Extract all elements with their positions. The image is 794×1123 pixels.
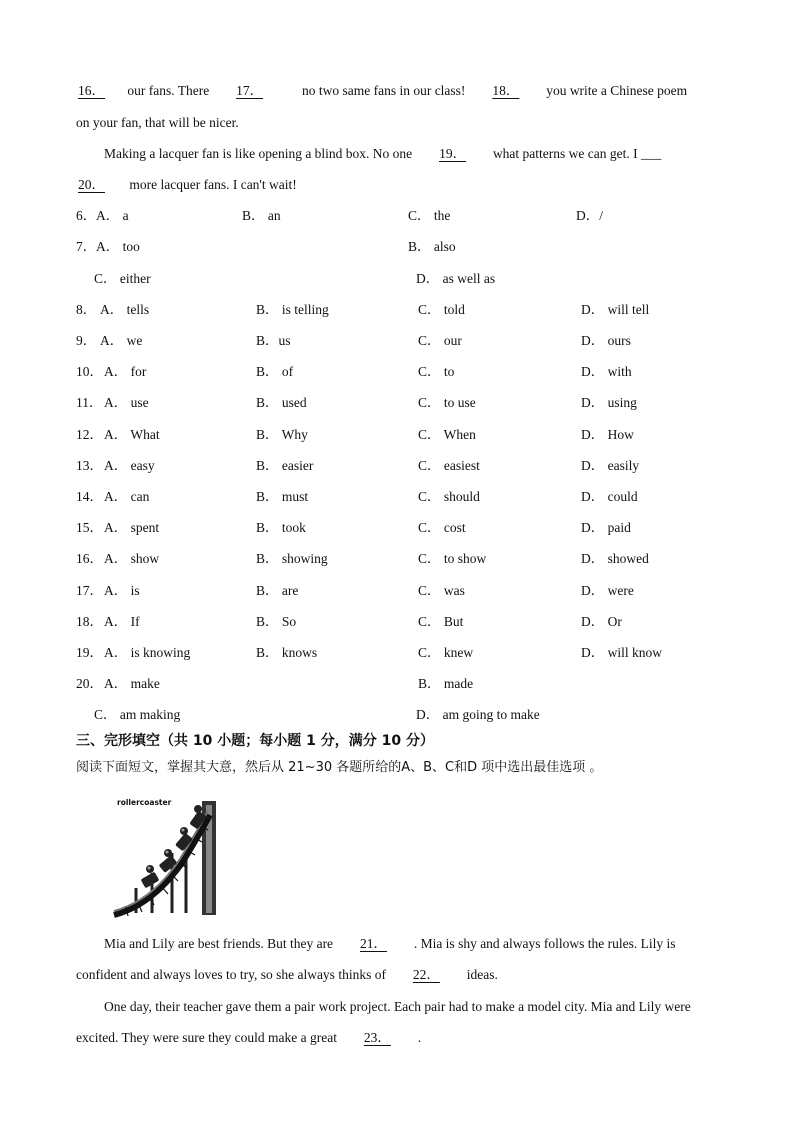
passage-text: confident and always loves to try, so she always thinks of [76, 967, 390, 982]
rollercoaster-image [112, 793, 226, 919]
option-b[interactable]: B．us [256, 333, 291, 348]
passage-line [104, 935, 676, 953]
option-d[interactable]: D．/ [576, 208, 603, 223]
question-6 [76, 207, 756, 225]
option-c[interactable]: C． to show [418, 551, 487, 566]
question-number: 9． [76, 333, 97, 348]
question-18 [76, 613, 756, 631]
question-number: 14． [76, 489, 103, 504]
passage-text: Making a lacquer fan is like opening a blind box. No one [104, 146, 416, 161]
passage-text: . [414, 1030, 422, 1045]
option-d[interactable]: D． paid [581, 520, 631, 535]
option-d[interactable]: D． am going to make [416, 707, 540, 722]
passage-text: ideas. [463, 967, 498, 982]
option-d[interactable]: D． using [581, 395, 637, 410]
blank-21[interactable]: 21． [359, 936, 387, 951]
option-a[interactable]: A． show [104, 551, 160, 566]
option-d[interactable]: D． easily [581, 458, 640, 473]
passage-text: you write a Chinese poem [542, 83, 688, 98]
passage-line [76, 1029, 421, 1047]
option-c[interactable]: C． to use [418, 395, 476, 410]
option-b[interactable]: B． easier [256, 458, 314, 473]
question-19 [76, 644, 756, 662]
option-a[interactable]: A． tells [100, 302, 150, 317]
question-number: 6． [76, 208, 97, 223]
option-b[interactable]: B． of [256, 364, 294, 379]
blank-22[interactable]: 22． [412, 967, 440, 982]
question-number: 19． [76, 645, 103, 660]
option-c[interactable]: C． our [418, 333, 462, 348]
passage-text: no two same fans in our class! [298, 83, 469, 98]
option-d[interactable]: D． will know [581, 645, 662, 660]
option-c[interactable]: C． should [418, 489, 480, 504]
option-d[interactable]: D． could [581, 489, 638, 504]
passage-line [76, 176, 297, 194]
option-d[interactable]: D． as well as [416, 271, 496, 286]
option-b[interactable]: B． are [256, 583, 299, 598]
question-7-cont [94, 270, 774, 288]
question-9 [76, 332, 756, 350]
question-number: 7． [76, 239, 97, 254]
question-number: 10． [76, 364, 103, 379]
blank-23[interactable]: 23． [363, 1030, 391, 1045]
option-c[interactable]: C． easiest [418, 458, 480, 473]
option-a[interactable]: A． spent [104, 520, 160, 535]
option-c[interactable]: C． either [94, 271, 151, 286]
question-14 [76, 488, 756, 506]
option-c[interactable]: C． But [418, 614, 464, 629]
passage-text: our fans. There [124, 83, 213, 98]
question-16 [76, 550, 756, 568]
question-number: 17． [76, 583, 103, 598]
option-a[interactable]: A． a [96, 208, 129, 223]
option-d[interactable]: D． with [581, 364, 632, 379]
option-a[interactable]: A． What [104, 427, 160, 442]
blank-19[interactable]: 19． [439, 146, 467, 161]
passage-text: excited. They were sure they could make a great [76, 1030, 341, 1045]
option-c[interactable]: C． told [418, 302, 465, 317]
option-b[interactable]: B． Why [256, 427, 308, 442]
question-17 [76, 582, 756, 600]
question-number: 18． [76, 614, 103, 629]
blank-17[interactable]: 17． [236, 83, 264, 98]
option-a[interactable]: A． we [100, 333, 143, 348]
option-a[interactable]: A． too [96, 239, 140, 254]
blank-16[interactable]: 16． [78, 83, 105, 98]
option-a[interactable]: A． is knowing [104, 645, 191, 660]
option-a[interactable]: A． is [104, 583, 140, 598]
passage-line: One day, their teacher gave them a pair work project. Each pair had to make a model city. Mia and Lily were [104, 999, 691, 1014]
question-number: 12． [76, 427, 103, 442]
option-b[interactable]: B． So [256, 614, 297, 629]
option-b[interactable]: B． took [256, 520, 306, 535]
passage-line: on your fan, that will be nicer. [76, 115, 239, 130]
question-number: 8． [76, 302, 97, 317]
option-a[interactable]: A． If [104, 614, 140, 629]
passage-text: Mia and Lily are best friends. But they are [104, 936, 337, 951]
section-heading: 三、完形填空（共 10 小题；每小题 1 分，满分 10 分） [76, 733, 434, 749]
option-a[interactable]: A． use [104, 395, 149, 410]
option-c[interactable]: C． was [418, 583, 465, 598]
option-c[interactable]: C． the [408, 208, 451, 223]
option-b[interactable]: B． an [242, 208, 281, 223]
option-b[interactable]: B． showing [256, 551, 328, 566]
option-a[interactable]: A． make [104, 676, 160, 691]
option-a[interactable]: A． for [104, 364, 147, 379]
question-12 [76, 426, 756, 444]
option-b[interactable]: B． used [256, 395, 307, 410]
section-instruction: 阅读下面短文，掌握其大意，然后从 21~30 各题所给的A、B、C和D 项中选出最佳选项 。 [76, 760, 603, 775]
option-d[interactable]: D． ours [581, 333, 631, 348]
option-c[interactable]: C． cost [418, 520, 466, 535]
question-11 [76, 394, 756, 412]
option-c[interactable]: C． knew [418, 645, 474, 660]
blank-20-start: ___ [641, 146, 662, 161]
passage-text: . Mia is shy and always follows the rules. Lily is [410, 936, 676, 951]
question-15 [76, 519, 756, 537]
passage-text: more lacquer fans. I can't wait! [126, 177, 297, 192]
option-c[interactable]: C． to [418, 364, 455, 379]
question-10 [76, 363, 756, 381]
option-d[interactable]: D． will tell [581, 302, 650, 317]
option-a[interactable]: A． can [104, 489, 150, 504]
option-b[interactable]: B． must [256, 489, 309, 504]
passage-text: what patterns we can get. I [489, 146, 642, 161]
passage-line [76, 966, 498, 984]
passage-line [76, 82, 687, 100]
question-20-cont [94, 706, 774, 724]
question-number: 15． [76, 520, 103, 535]
passage-line [104, 145, 661, 163]
option-d[interactable]: D． were [581, 583, 634, 598]
question-number: 13． [76, 458, 103, 473]
figure-label: rollercoaster [117, 798, 172, 807]
option-c[interactable]: C． When [418, 427, 476, 442]
question-13 [76, 457, 756, 475]
question-number: 20． [76, 676, 103, 691]
question-7 [76, 238, 756, 256]
option-b[interactable]: B． also [408, 239, 456, 254]
blank-18[interactable]: 18． [492, 83, 520, 98]
option-d[interactable]: D． How [581, 427, 634, 442]
question-number: 11． [76, 395, 103, 410]
question-8 [76, 301, 756, 319]
option-c[interactable]: C． am making [94, 707, 181, 722]
option-d[interactable]: D． Or [581, 614, 622, 629]
option-b[interactable]: B． is telling [256, 302, 329, 317]
question-20 [76, 675, 756, 693]
option-d[interactable]: D． showed [581, 551, 649, 566]
option-b[interactable]: B． knows [256, 645, 318, 660]
option-a[interactable]: A． easy [104, 458, 155, 473]
blank-20[interactable]: 20． [78, 177, 105, 192]
option-b[interactable]: B． made [418, 676, 474, 691]
question-number: 16． [76, 551, 103, 566]
